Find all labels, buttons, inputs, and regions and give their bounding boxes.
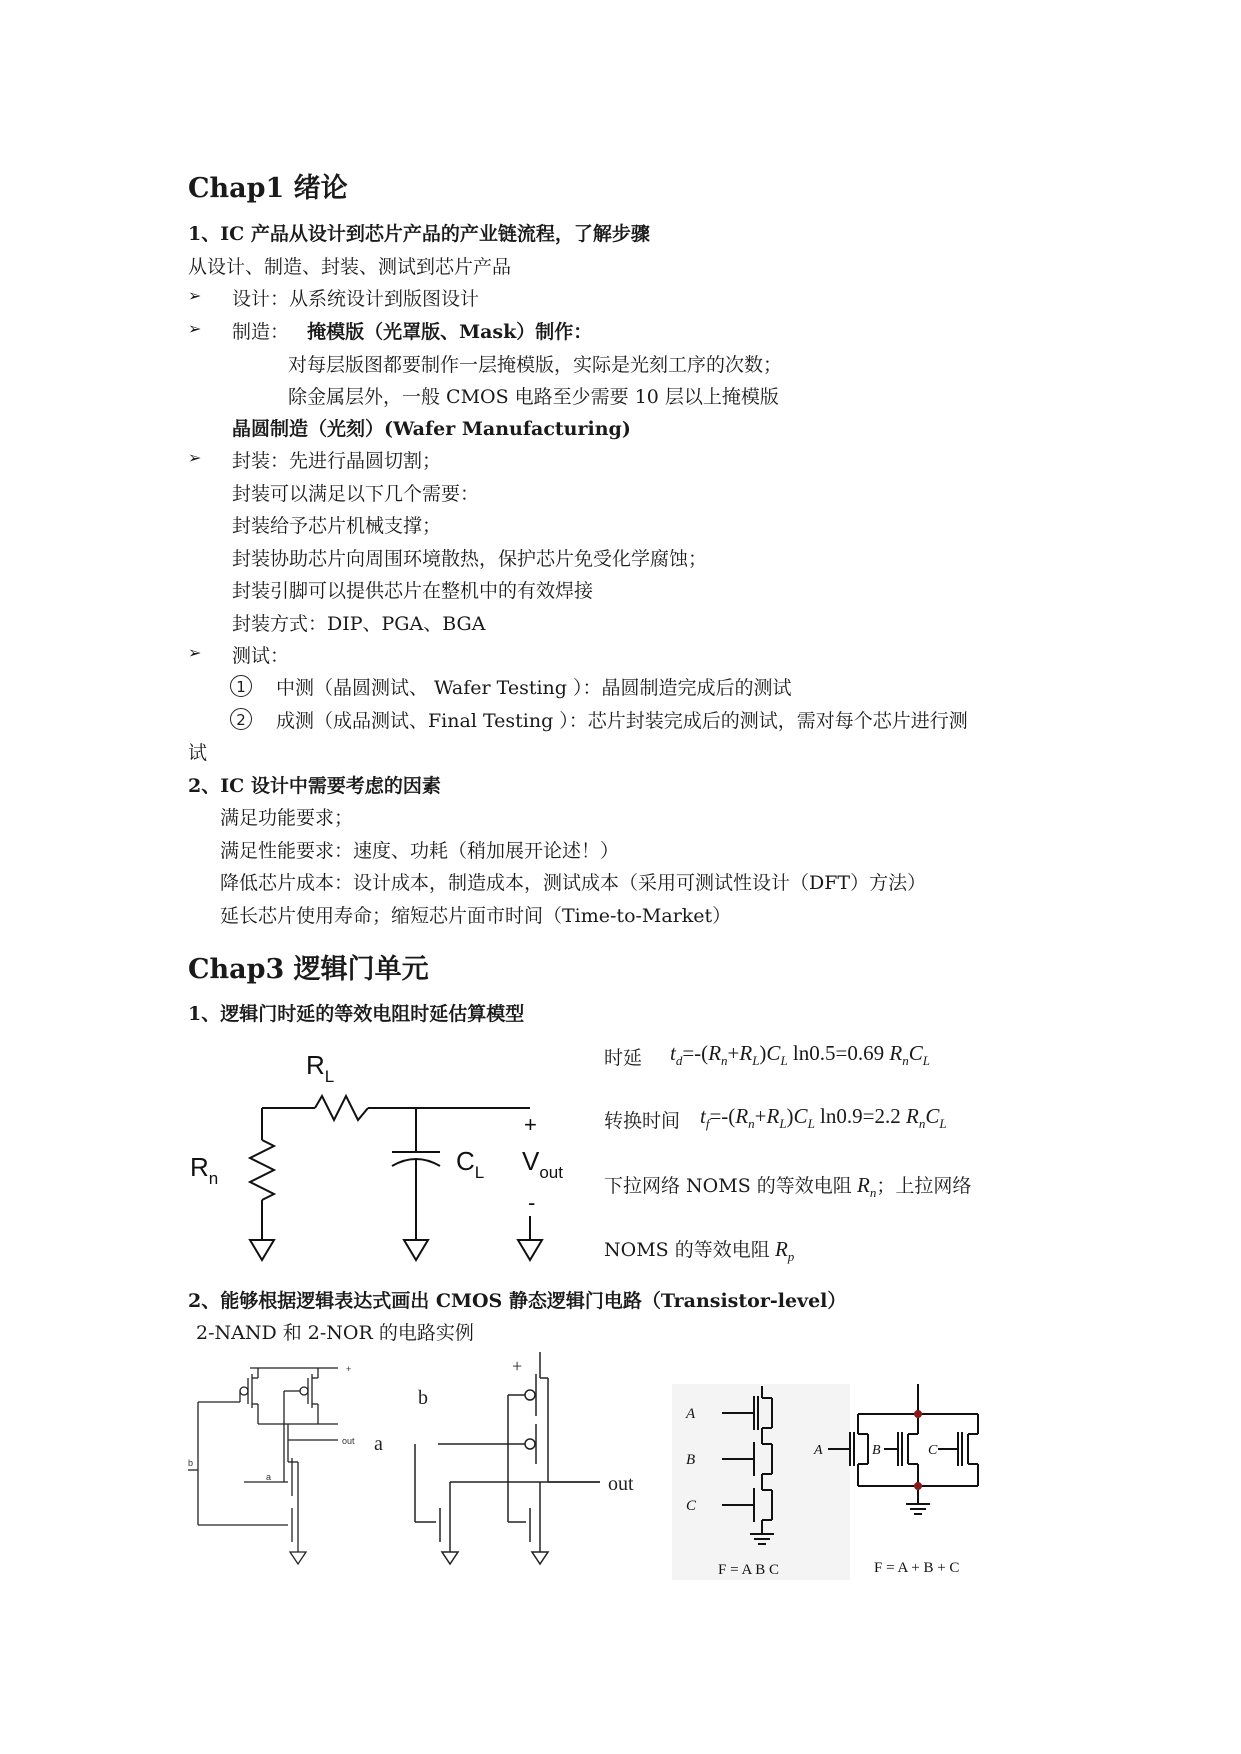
rc-delay-circuit	[190, 1040, 580, 1280]
series-a-label: A	[686, 1406, 696, 1422]
circled-number-1: 1	[230, 675, 252, 697]
q2-line-3: 降低芯片成本：设计成本，制造成本，测试成本（采用可测试性设计（DFT）方法）	[220, 872, 927, 894]
parallel-a-label: A	[814, 1443, 823, 1458]
parallel-b-label: B	[872, 1443, 881, 1458]
vout-minus: -	[528, 1190, 536, 1215]
pulldown-text: 下拉网络 NOMS 的等效电阻 $R_n$；上拉网络	[604, 1173, 972, 1201]
series-b-label: B	[686, 1452, 696, 1468]
arrow-bullet-icon: ➢	[188, 319, 202, 338]
chap3-title: Chap3 逻辑门单元	[188, 954, 429, 985]
pkg-line-3: 封装协助芯片向周围环境散热，保护芯片免受化学腐蚀；	[232, 548, 708, 570]
nand-out-label: out	[342, 1436, 355, 1446]
nor-b-label: b	[418, 1387, 428, 1409]
transition-formula: $t_f=-(R_n+R_L)C_L$ ln0.9=2.2 $R_nC_L$	[700, 1104, 947, 1132]
nand-a-label: a	[266, 1472, 272, 1482]
nand-b-label: b	[188, 1458, 194, 1468]
nor2-circuit	[374, 1352, 670, 1582]
pkg-line-1: 封装可以满足以下几个需要：	[232, 483, 480, 505]
chap1-q1-heading: 1、IC 产品从设计到芯片产品的产业链流程，了解步骤	[188, 223, 650, 245]
delay-label: 时延	[604, 1047, 643, 1069]
q2-line-2: 满足性能要求：速度、功耗（稍加展开论述！）	[220, 840, 620, 862]
pkg-line-4: 封装引脚可以提供芯片在整机中的有效焊接	[232, 580, 594, 602]
rl-resistor	[315, 1096, 368, 1120]
parallel-nmos-network	[788, 1384, 998, 1584]
nor-a-label: a	[374, 1433, 383, 1455]
nor-out-label: out	[608, 1473, 634, 1495]
wafer-mfg: 晶圆制造（光刻）(Wafer Manufacturing)	[232, 418, 631, 440]
mfg-line-1: 对每层版图都要制作一层掩模版，实际是光刻工序的次数；	[288, 354, 783, 376]
test-2-cont: 试	[188, 742, 208, 764]
parallel-bottom-node	[914, 1482, 922, 1490]
nor-vdd-label: +	[512, 1356, 523, 1376]
parallel-top-node	[914, 1410, 922, 1418]
series-c-label: C	[686, 1498, 697, 1514]
chap3-q2-sub: 2-NAND 和 2-NOR 的电路实例	[196, 1322, 474, 1344]
series-function-label: F = A B C	[718, 1562, 779, 1578]
chap1-title: Chap1 绪论	[188, 173, 348, 204]
parallel-c-label: C	[928, 1443, 938, 1458]
test-2: 成测（成品测试、Final Testing ）：芯片封装完成后的测试，需对每个芯片进行测	[276, 710, 968, 732]
rn-label: $R_n$	[190, 1152, 219, 1188]
chap3-q2-heading: 2、能够根据逻辑表达式画出 CMOS 静态逻辑门电路（Transistor-level）	[188, 1290, 847, 1312]
delay-formula: $t_d=-(R_n+R_L)C_L$ ln0.5=0.69 $R_nC_L$	[670, 1041, 930, 1069]
chap1-q2-heading: 2、IC 设计中需要考虑的因素	[188, 775, 441, 797]
chap3-q1-heading: 1、逻辑门时延的等效电阻时延估算模型	[188, 1003, 525, 1025]
nand-vdd-label: +	[346, 1364, 352, 1374]
arrow-bullet-icon: ➢	[188, 448, 202, 467]
rl-label: $R_L$	[306, 1050, 335, 1086]
nand2-circuit	[188, 1352, 398, 1577]
parallel-function-label: F = A + B + C	[874, 1560, 960, 1576]
vout-plus: +	[524, 1112, 537, 1137]
pkg-step: 封装：先进行晶圆切割；	[232, 450, 442, 472]
q2-line-1: 满足功能要求；	[220, 807, 354, 829]
design-step: 设计：从系统设计到版图设计	[232, 288, 480, 310]
pkg-line-2: 封装给予芯片机械支撑；	[232, 515, 442, 537]
cl-label: $C_L$	[456, 1146, 485, 1182]
mfg-line-2: 除金属层外，一般 CMOS 电路至少需要 10 层以上掩模版	[288, 386, 779, 408]
q2-line-4: 延长芯片使用寿命；缩短芯片面市时间（Time-to-Market）	[220, 905, 732, 927]
test-1: 中测（晶圆测试、 Wafer Testing ）：晶圆制造完成后的测试	[276, 677, 792, 699]
chap1-q1-intro: 从设计、制造、封装、测试到芯片产品	[188, 256, 512, 278]
pkg-line-5: 封装方式：DIP、PGA、BGA	[232, 613, 486, 635]
rn-resistor	[250, 1140, 274, 1200]
mfg-label: 制造：	[232, 321, 290, 343]
arrow-bullet-icon: ➢	[188, 286, 202, 305]
mfg-step	[232, 317, 592, 344]
transition-label: 转换时间	[604, 1110, 681, 1132]
vout-label: $V_{out}$	[522, 1146, 563, 1182]
circled-number-2: 2	[230, 708, 252, 730]
mfg-mask-bold: 掩模版（光罩版、Mask）制作：	[307, 321, 593, 343]
arrow-bullet-icon: ➢	[188, 643, 202, 662]
test-step: 测试：	[232, 645, 290, 667]
pullup-text: NOMS 的等效电阻 $R_p$	[604, 1237, 795, 1265]
